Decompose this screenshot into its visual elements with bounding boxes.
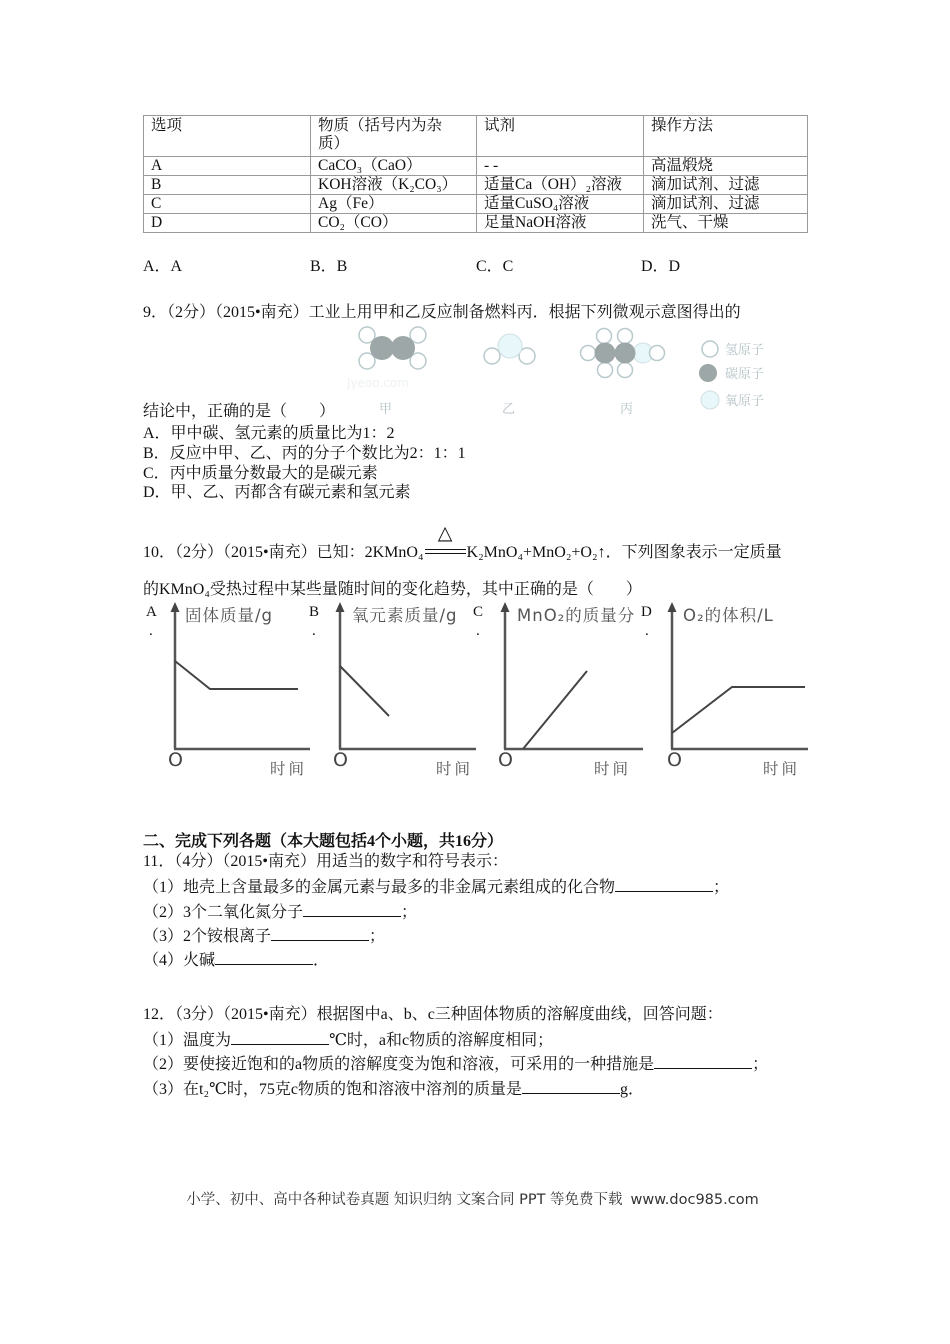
header-reagent: 试剂 <box>477 116 644 157</box>
q11-item-4-end: ． <box>313 952 330 969</box>
q9-stem: 9．（2分）（2015•南充）工业上用甲和乙反应制备燃料丙．根据下列微观示意图得出的 <box>143 304 741 321</box>
cell-method: 滴加试剂、过滤 <box>644 176 808 195</box>
legend-carbon: 碳原子 <box>725 367 765 382</box>
page-footer <box>0 1190 945 1210</box>
cell-option: A <box>144 157 311 176</box>
molecule-jia-icon <box>359 327 426 369</box>
q8-choice-a: A．A <box>143 258 183 275</box>
chart-a-origin: O <box>168 749 183 771</box>
q8-choice-b: B．B <box>310 258 348 275</box>
q12-item-3-text: （3）在t₂℃时，75克c物质的饱和溶液中溶剂的质量是 <box>143 1081 523 1098</box>
legend-hydrogen: 氢原子 <box>725 343 765 358</box>
watermark: Jyeoo.com <box>347 376 409 390</box>
cell-substance: Ag（Fe） <box>311 195 477 214</box>
chart-c-xlabel: 时间 <box>594 760 632 778</box>
table-header-row <box>144 116 808 157</box>
q9-choice-c: C．丙中质量分数最大的是碳元素 <box>143 465 378 482</box>
q12-item-2-text: （2）要使接近饱和的a物质的溶解度变为饱和溶液，可采用的一种措施是 <box>143 1056 655 1073</box>
chart-d-ylabel: O₂的体积/L <box>683 606 774 625</box>
q11-stem: 11．（4分）（2015•南充）用适当的数字和符号表示： <box>143 853 509 870</box>
heat-condition-icon: △ <box>437 522 453 544</box>
molecule-bing-icon <box>581 329 665 378</box>
chart-d-xlabel: 时间 <box>763 760 801 778</box>
chart-b-line <box>340 666 389 716</box>
header-substance: 物质（括号内为杂质） <box>311 116 477 157</box>
label-yi: 乙 <box>502 402 516 417</box>
chart-d-line <box>672 687 805 733</box>
table-row <box>144 157 808 176</box>
q10-stem-prefix: 10．（2分）（2015•南充）已知：2KMnO₄ <box>143 544 424 561</box>
chart-d-dot: . <box>645 623 649 639</box>
q12-item-3-end: g． <box>620 1081 645 1098</box>
chart-b-option: B <box>309 604 320 620</box>
label-jia: 甲 <box>379 402 393 417</box>
q11-item-3-text: （3）2个铵根离子 <box>143 928 272 945</box>
chart-a-option: A <box>146 604 157 620</box>
chart-b-origin: O <box>333 749 348 771</box>
q10-stem <box>143 522 782 563</box>
table-row <box>144 176 808 195</box>
hydrogen-atom-icon <box>702 341 718 357</box>
q11-item-2-text: （2）3个二氧化氮分子 <box>143 904 304 921</box>
q11-item-1 <box>143 876 729 898</box>
q9-choice-a: A．甲中碳、氢元素的质量比为1：2 <box>143 425 395 442</box>
q11-item-3-end: ； <box>369 928 386 945</box>
table-row <box>144 214 808 233</box>
header-option: 选项 <box>144 116 311 157</box>
chart-a-ylabel: 固体质量/g <box>185 606 274 625</box>
chart-b-dot: . <box>312 623 316 639</box>
q9-choice-d: D．甲、乙、丙都含有碳元素和氢元素 <box>143 484 411 501</box>
q11-item-4-text: （4）火碱 <box>143 952 216 969</box>
q12-item-1 <box>143 1029 553 1051</box>
chart-c-origin: O <box>498 749 513 771</box>
footer-url-link[interactable]: www.doc985.com <box>630 1192 759 1208</box>
q11-item-2-end: ； <box>401 904 418 921</box>
section-heading: 二、完成下列各题（本大题包括4个小题，共16分） <box>143 833 504 850</box>
chart-a-xlabel: 时间 <box>270 760 308 778</box>
q12-item-3 <box>143 1078 644 1100</box>
cell-substance: CO₂（CO） <box>311 214 477 233</box>
q10-stem-line2: 的KMnO₄受热过程中某些量随时间的变化趋势，其中正确的是（ ） <box>143 581 642 598</box>
legend-oxygen: 氧原子 <box>725 394 765 409</box>
q8-choice-d: D．D <box>641 258 681 275</box>
q9-stem-cont: 结论中，正确的是（ ） <box>143 403 336 420</box>
label-bing: 丙 <box>620 402 634 417</box>
answer-blank <box>615 876 713 892</box>
cell-option: C <box>144 195 311 214</box>
q12-item-1-end: ℃时，a和c物质的溶解度相同； <box>329 1032 554 1049</box>
axis-arrow-icon <box>668 602 677 612</box>
cell-reagent: - - <box>477 157 644 176</box>
reagent-table <box>143 115 808 233</box>
chart-c-ylabel: MnO₂的质量分 <box>517 606 636 625</box>
q12-item-2 <box>143 1053 768 1075</box>
header-method: 操作方法 <box>644 116 808 157</box>
chart-c-dot: . <box>476 623 480 639</box>
molecule-yi-icon <box>484 334 535 364</box>
q11-item-1-end: ； <box>713 879 730 896</box>
cell-reagent: 适量CuSO₄溶液 <box>477 195 644 214</box>
q10-stem-suffix: K₂MnO₄+MnO₂+O₂↑．下列图象表示一定质量 <box>466 544 782 561</box>
table-row <box>144 195 808 214</box>
molecule-diagram <box>330 325 810 425</box>
cell-method: 高温煅烧 <box>644 157 808 176</box>
q12-item-2-end: ； <box>752 1056 769 1073</box>
chart-d-origin: O <box>667 749 682 771</box>
cell-substance: KOH溶液（K₂CO₃） <box>311 176 477 195</box>
q8-choice-c: C．C <box>476 258 514 275</box>
chart-b-ylabel: 氧元素质量/g <box>352 606 458 625</box>
answer-blank <box>271 925 369 941</box>
oxygen-atom-icon <box>701 391 719 409</box>
q9-choice-b: B．反应中甲、乙、丙的分子个数比为2：1：1 <box>143 445 466 462</box>
axis-arrow-icon <box>171 602 180 612</box>
q12-stem: 12．（3分）（2015•南充）根据图中a、b、c三种固体物质的溶解度曲线，回答问题： <box>143 1006 723 1023</box>
answer-blank <box>522 1078 620 1094</box>
cell-reagent: 足量NaOH溶液 <box>477 214 644 233</box>
chart-c-line <box>523 671 587 749</box>
cell-reagent: 适量Ca（OH）₂溶液 <box>477 176 644 195</box>
footer-text: 小学、初中、高中各种试卷真题 知识归纳 文案合同 PPT 等免费下载 <box>186 1192 623 1208</box>
axis-arrow-icon <box>336 602 345 612</box>
chart-b-xlabel: 时间 <box>436 760 474 778</box>
cell-option: D <box>144 214 311 233</box>
cell-method: 滴加试剂、过滤 <box>644 195 808 214</box>
answer-blank <box>215 949 313 965</box>
cell-method: 洗气、干燥 <box>644 214 808 233</box>
answer-blank <box>654 1053 752 1069</box>
cell-substance: CaCO₃（CaO） <box>311 157 477 176</box>
cell-option: B <box>144 176 311 195</box>
axis-arrow-icon <box>501 602 510 612</box>
q11-item-4 <box>143 949 329 971</box>
chart-c-option: C <box>473 604 484 620</box>
answer-blank <box>303 901 401 917</box>
chart-d-option: D <box>641 604 652 620</box>
carbon-atom-icon <box>699 364 717 382</box>
chart-a-line <box>175 661 298 689</box>
reaction-equals-sign <box>425 522 466 554</box>
q12-item-1-text: （1）温度为 <box>143 1032 232 1049</box>
chart-a-dot: . <box>149 623 153 639</box>
q11-item-2 <box>143 901 417 923</box>
q11-item-3 <box>143 925 385 947</box>
q11-item-1-text: （1）地壳上含量最多的金属元素与最多的非金属元素组成的化合物 <box>143 879 616 896</box>
answer-blank <box>231 1029 329 1045</box>
